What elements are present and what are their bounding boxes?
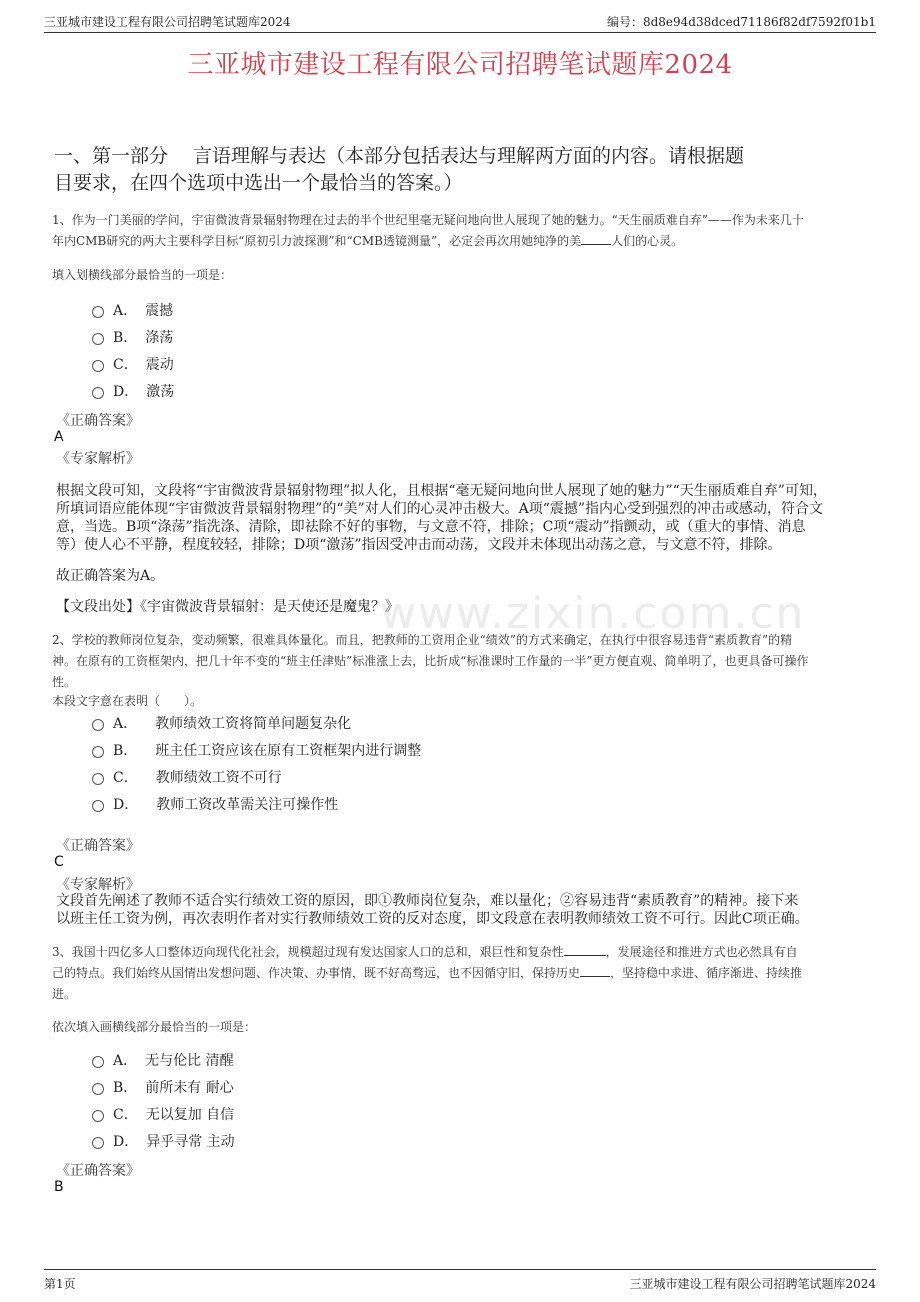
q2-analysis — [56, 892, 868, 928]
section-heading-line-1: 一、第一部分 言语理解与表达（本部分包括表达与理解两方面的内容。请根据题 — [54, 145, 745, 167]
q1-option-b[interactable]: B． 涤荡 — [92, 327, 173, 347]
question-3-line-3: 进。 — [52, 987, 77, 1001]
question-3-line-2: 己的特点。我们始终从国情出发想问题、作决策、办事情，既不好高骛远，也不因循守旧，保持历史 ，坚持稳中求进、循序渐进、持续推 — [52, 966, 803, 980]
q2-answer: C — [54, 854, 64, 870]
question-3-prompt: 依次填入画横线部分最恰当的一项是： — [52, 1020, 257, 1034]
q2-option-a[interactable]: A． 教师绩效工资将简单问题复杂化 — [92, 713, 351, 733]
q3-answer-label: 《正确答案》 — [56, 1163, 140, 1179]
radio-icon[interactable] — [92, 1110, 104, 1122]
q1-option-d[interactable]: D． 激荡 — [92, 381, 174, 401]
q3-option-b[interactable]: B． 前所未有 耐心 — [92, 1077, 234, 1097]
radio-icon[interactable] — [92, 746, 104, 758]
question-1-line-1: 1、作为一门美丽的学问，宇宙微波背景辐射物理在过去的半个世纪里毫无疑问地向世人展现了她的魅力。“天生丽质难自弃”——作为未来几十 — [52, 213, 804, 227]
q1-analysis-line: 等）使人心不平静，程度较轻，排除；D项“激荡”指因受冲击而动荡，文段并未体现出动荡之意，与文意不符，排除。 — [56, 537, 782, 553]
radio-icon[interactable] — [92, 306, 104, 318]
q3-option-c[interactable]: C． 无以复加 自信 — [92, 1104, 234, 1124]
q1-option-c[interactable]: C． 震动 — [92, 354, 174, 374]
question-2-line: 2、学校的教师岗位复杂，变动频繁，很难具体量化。而且，把教师的工资用企业“绩效”的方式来确定，在执行中很容易违背“素质教育”的精 — [52, 633, 793, 647]
radio-icon[interactable] — [92, 1083, 104, 1095]
q1-answer: A — [54, 429, 64, 445]
blank-underline — [581, 232, 611, 245]
q1-analysis-line: 所填词语应能体现“宇宙微波背景辐射物理”的“美”对人们的心灵冲击极大。A项“震撼”指内心受到强烈的冲击或感动，符合文 — [56, 501, 824, 517]
question-1-line-2: 年内CMB研究的两大主要科学目标“原初引力波探测”和“CMB透镜测量”，必定会再次用她纯净的美 人们的心灵。 — [52, 234, 684, 248]
page-header — [44, 12, 876, 33]
q1-analysis-line: 根据文段可知，文段将“宇宙微波背景辐射物理”拟人化，且根据“毫无疑问地向世人展现了她的魅力”“天生丽质难自弃”可知， — [56, 483, 827, 499]
question-2-text — [52, 630, 868, 693]
q1-option-a[interactable]: A． 震撼 — [92, 300, 173, 320]
header-left-title: 三亚城市建设工程有限公司招聘笔试题库2024 — [44, 15, 291, 29]
radio-icon[interactable] — [92, 333, 104, 345]
q3-option-a[interactable]: A． 无与伦比 清醒 — [92, 1050, 234, 1070]
watermark: www.zixin.com.cn — [380, 588, 806, 639]
question-3-text — [52, 942, 868, 1005]
q2-answer-label: 《正确答案》 — [56, 838, 140, 854]
radio-icon[interactable] — [92, 773, 104, 785]
blank-underline — [580, 964, 610, 977]
section-heading — [54, 143, 868, 197]
q2-analysis-line: 文段首先阐述了教师不适合实行绩效工资的原因，即①教师岗位复杂，难以量化；②容易违背“素质教育”的精神。接下来 — [56, 893, 799, 909]
q2-option-b[interactable]: B． 班主任工资应该在原有工资框架内进行调整 — [92, 740, 421, 760]
q2-option-c[interactable]: C． 教师绩效工资不可行 — [92, 767, 282, 787]
page-number: 第1页 — [44, 1277, 76, 1291]
q1-analysis-line: 意，当选。B项“涤荡”指洗涤、清除，即祛除不好的事物，与文意不符，排除；C项“震动”指颤动，或（重大的事情、消息 — [56, 519, 806, 535]
section-heading-line-2: 目要求，在四个选项中选出一个最恰当的答案。） — [54, 172, 463, 194]
radio-icon[interactable] — [92, 1056, 104, 1068]
question-1-prompt: 填入划横线部分最恰当的一项是： — [52, 268, 233, 282]
question-2-line: 神。在原有的工资框架内，把几十年不变的“班主任津贴”标准涨上去，比折成“标准课时工作量的一半”更方便直观、简单明了，也更具备可操作 — [52, 654, 809, 668]
q2-analysis-line: 以班主任工资为例，再次表明作者对实行教师绩效工资的反对态度，即文段意在表明教师绩效工资不可行。因此C项正确。 — [56, 911, 809, 927]
q2-option-d[interactable]: D． 教师工资改革需关注可操作性 — [92, 794, 338, 814]
page-footer — [44, 1269, 876, 1292]
radio-icon[interactable] — [92, 1137, 104, 1149]
blank-underline — [564, 943, 606, 956]
q1-source: 【文段出处】《宇宙微波背景辐射：是天使还是魔鬼？》 — [56, 599, 399, 615]
radio-icon[interactable] — [92, 719, 104, 731]
q3-option-d[interactable]: D． 异乎寻常 主动 — [92, 1131, 235, 1151]
document-title: 三亚城市建设工程有限公司招聘笔试题库2024 — [187, 50, 733, 80]
q3-answer: B — [54, 1179, 64, 1195]
footer-title: 三亚城市建设工程有限公司招聘笔试题库2024 — [629, 1277, 876, 1291]
question-3-line-1: 3、我国十四亿多人口整体迈向现代化社会，规模超过现有发达国家人口的总和，艰巨性和复杂性 ，发展途径和推进方式也必然具有自 — [52, 945, 798, 959]
header-doc-number: 编号：8d8e94d38dced71186f82df7592f01b1 — [606, 15, 876, 29]
question-2-line: 性。 — [52, 675, 77, 689]
question-2-prompt: 本段文字意在表明（ ）。 — [52, 694, 203, 708]
q1-analysis-label: 《专家解析》 — [56, 451, 140, 467]
radio-icon[interactable] — [92, 387, 104, 399]
radio-icon[interactable] — [92, 800, 104, 812]
radio-icon[interactable] — [92, 360, 104, 372]
q1-answer-label: 《正确答案》 — [56, 413, 140, 429]
q1-analysis — [56, 482, 868, 554]
question-1-text — [52, 210, 868, 252]
q1-conclusion: 故正确答案为A。 — [56, 568, 165, 584]
q2-analysis-label: 《专家解析》 — [56, 877, 140, 893]
